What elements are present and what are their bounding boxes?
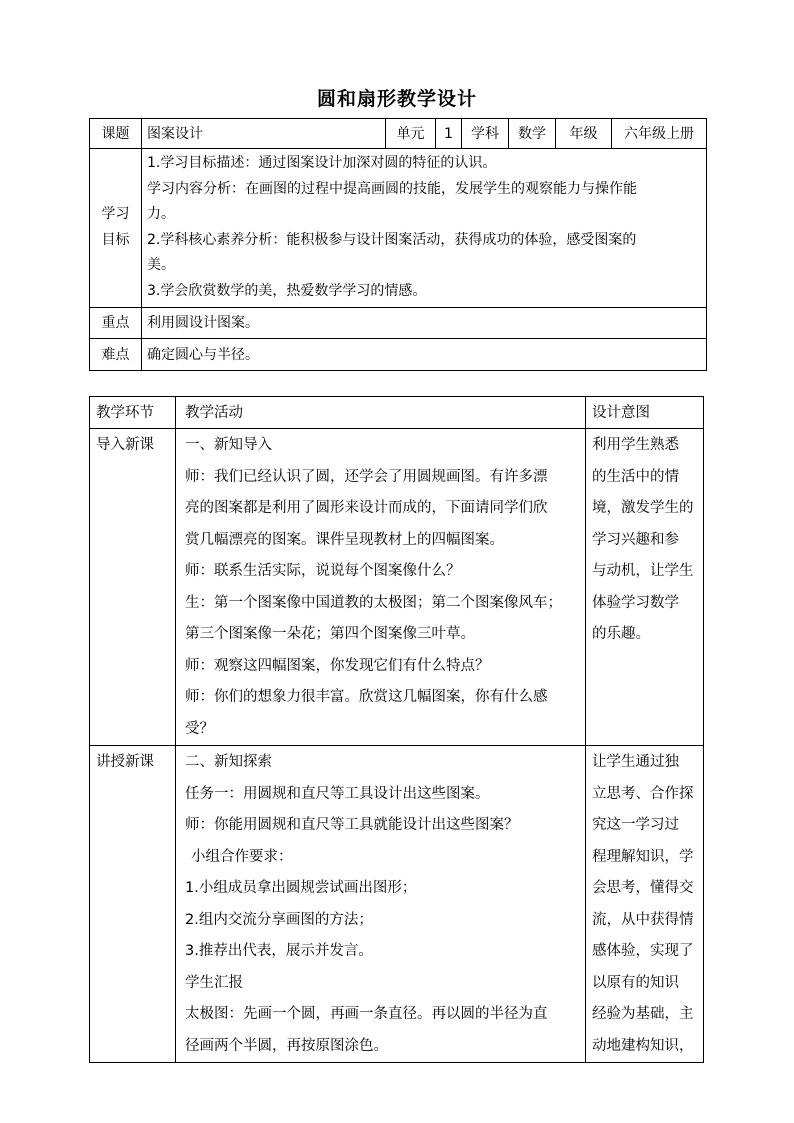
intent-line: 立思考、合作探 (592, 785, 694, 802)
subject-value: 数学 (509, 119, 556, 149)
teaching-process-table (89, 396, 704, 1063)
difficulty-value: 确定圆心与半径。 (142, 339, 707, 371)
subject-label: 学科 (462, 119, 509, 149)
grade-label: 年级 (556, 119, 612, 149)
activity-line: 师：你能用圆规和直尺等工具就能设计出这些图案？ (185, 817, 519, 833)
activity-line: 2.组内交流分享画图的方法； (185, 911, 373, 928)
intent-line: 流，从中获得情 (592, 911, 694, 928)
intent-line: 会思考，懂得交 (592, 880, 694, 896)
topic-value: 图案设计 (142, 119, 386, 149)
activity-line: 小组合作要求： (191, 848, 293, 865)
activity-line: 亮的图案都是利用了圆形来设计而成的，下面请同学们欣 (185, 500, 548, 516)
activity-line: 任务一：用圆规和直尺等工具设计出这些图案。 (185, 785, 490, 802)
activity-line: 学生汇报 (185, 974, 243, 991)
intent-line: 以原有的知识 (592, 974, 679, 991)
intent-cell (586, 746, 704, 1063)
activity-line: 3.推荐出代表，展示并发言。 (185, 943, 373, 959)
goal-line: 学习内容分析：在画图的过程中提高画圆的技能，发展学生的观察能力与操作能 (147, 180, 637, 197)
intent-line: 境，激发学生的 (592, 500, 694, 516)
intent-line: 利用学生熟悉 (592, 437, 679, 453)
goal-line: 美。 (147, 257, 175, 273)
grade-value: 六年级上册 (612, 119, 707, 149)
process-row-new-lesson (90, 746, 704, 1063)
intent-line: 动地建构知识， (592, 1037, 694, 1054)
activity-line: 受？ (185, 720, 214, 737)
goal-line: 2.学科核心素养分析：能积极参与设计图案活动，获得成功的体验，感受图案的 (147, 231, 637, 248)
stage-cell: 导入新课 (90, 429, 176, 746)
header-intent: 设计意图 (586, 397, 704, 429)
header-activity: 教学活动 (176, 397, 586, 429)
process-header-row (90, 397, 704, 429)
unit-value: 1 (436, 119, 462, 149)
process-row-intro (90, 429, 704, 746)
focus-value: 利用圆设计图案。 (142, 308, 707, 339)
stage-cell: 讲授新课 (90, 746, 176, 1063)
goals-content (142, 149, 707, 308)
intent-line: 与动机，让学生 (592, 563, 694, 579)
activity-line: 太极图：先画一个圆，再画一条直径。再以圆的半径为直 (185, 1006, 548, 1022)
intent-cell (586, 429, 704, 746)
activity-line: 1.小组成员拿出圆规尝试画出图形； (185, 880, 417, 896)
activity-line: 师：你们的想象力很丰富。欣赏这几幅图案，你有什么感 (185, 689, 548, 705)
unit-label: 单元 (386, 119, 436, 149)
intent-line: 学习兴趣和参 (592, 531, 679, 548)
activity-line: 赏几幅漂亮的图案。课件呈现教材上的四幅图案。 (185, 531, 504, 548)
goals-row (90, 149, 707, 308)
activity-line: 师：观察这四幅图案，你发现它们有什么特点？ (185, 657, 490, 674)
focus-row (90, 308, 707, 339)
lesson-info-table (89, 118, 707, 371)
activity-line: 第三个图案像一朵花；第四个图案像三叶草。 (185, 626, 475, 642)
activity-line: 一、新知导入 (185, 437, 272, 453)
intent-line: 体验学习数学 (592, 594, 679, 611)
intent-line: 经验为基础，主 (592, 1006, 694, 1022)
activity-line: 师：联系生活实际，说说每个图案像什么？ (185, 563, 461, 579)
difficulty-label: 难点 (90, 339, 142, 371)
activity-line: 师：我们已经认识了圆，还学会了用圆规画图。有许多漂 (185, 468, 548, 485)
intent-line: 的乐趣。 (592, 626, 650, 642)
activity-cell (176, 746, 586, 1063)
intent-line: 感体验，实现了 (592, 943, 694, 959)
header-stage: 教学环节 (90, 397, 176, 429)
topic-label: 课题 (90, 119, 142, 149)
goals-label: 学习 目标 (90, 149, 142, 308)
intent-line: 让学生通过独 (592, 754, 679, 770)
topic-row (90, 119, 707, 149)
activity-line: 生：第一个图案像中国道教的太极图；第二个图案像风车； (185, 594, 562, 611)
activity-line: 二、新知探索 (185, 754, 272, 770)
activity-line: 径画两个半圆，再按原图涂色。 (185, 1037, 388, 1054)
goal-line: 3.学会欣赏数学的美，热爱数学学习的情感。 (147, 282, 427, 299)
focus-label: 重点 (90, 308, 142, 339)
activity-cell (176, 429, 586, 746)
goal-line: 力。 (147, 206, 175, 222)
difficulty-row (90, 339, 707, 371)
goal-line: 1.学习目标描述：通过图案设计加深对圆的特征的认识。 (147, 155, 497, 171)
intent-line: 究这一学习过 (592, 817, 679, 833)
intent-line: 的生活中的情 (592, 468, 679, 485)
intent-line: 程理解知识，学 (592, 848, 694, 865)
document-title: 圆和扇形教学设计 (316, 88, 477, 110)
